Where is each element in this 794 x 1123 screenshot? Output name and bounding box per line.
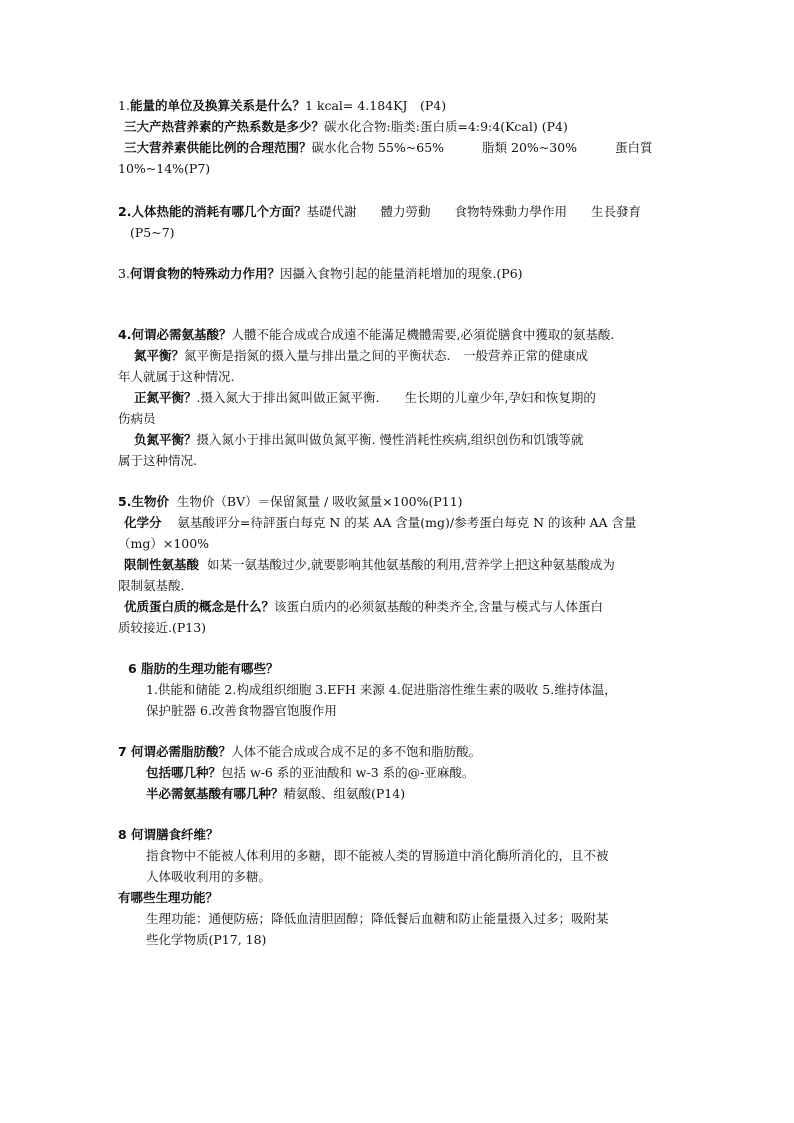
q5-chem-line1	[124, 515, 637, 531]
q1-line3	[124, 140, 653, 156]
q1-num: 1.	[118, 98, 130, 113]
q6-answer-line1: 1.供能和储能 2.构成组织细胞 3.EFH 来源 4.促进脂溶性维生素的吸收 5.维持体温，	[146, 682, 617, 697]
q1-line4: 10%~14%(P7)	[118, 161, 211, 176]
q5-quality-line2: 质较接近.(P13)	[118, 620, 207, 635]
q5-answer: 生物价（BV）＝保留氮量 / 吸收氮量×100%(P11)	[176, 494, 463, 509]
q3-num: 3.	[118, 266, 130, 281]
q8-function-question: 有哪些生理功能？	[118, 890, 219, 905]
limiting-aa-answer: 如某一氨基酸过少,就要影响其他氨基酸的利用,营养学上把这种氨基酸成为	[206, 557, 615, 572]
q4-positive-line2: 伤病员	[118, 411, 156, 426]
q6-answer-line2: 保护脏器 6.改善食物器官饱腹作用	[146, 703, 337, 718]
q1-answer: 1 kcal= 4.184KJ (P4)	[304, 98, 447, 113]
positive-balance-answer: .摄入氮大于排出氮叫做正氮平衡. 生长期的儿童少年,孕妇和恢复期的	[196, 390, 596, 405]
q1c-answer-carb: 碳水化合物 55%~65%	[311, 140, 445, 155]
q4-negative-line1	[134, 432, 583, 448]
q1-question: 能量的单位及换算关系是什么？	[129, 98, 305, 113]
q7-semi-answer: 精氨酸、组氨酸(P14)	[283, 786, 406, 801]
q8-answer-line2: 人体吸收利用的多糖。	[146, 869, 272, 884]
q7-question: 7 何谓必需脂肪酸？	[118, 744, 232, 759]
q1c-answer-protein: 蛋白質	[615, 140, 653, 155]
q2-answer-2: 體力勞動	[380, 204, 431, 219]
nitrogen-balance-answer: 氮平衡是指氮的摄入量与排出量之间的平衡状态. 一般营养正常的健康成	[184, 348, 588, 363]
q5-line1	[118, 494, 463, 510]
q4-line1	[118, 327, 614, 343]
q7-include-answer: 包括 w-6 系的亚油酸和 w-3 系的@-亚麻酸。	[221, 765, 475, 780]
q4-nitrogen-line2: 年人就属于这种情况.	[118, 369, 235, 384]
q7-include-question: 包括哪几种？	[146, 765, 222, 780]
chemical-score-answer: 氨基酸评分=待評蛋白每克 N 的某 AA 含量(mg)/参考蛋白每克 N 的该种 AA 含量	[177, 515, 637, 530]
q2-line2: (P5~7)	[130, 225, 175, 240]
limiting-aa-question: 限制性氨基酸	[124, 557, 200, 572]
q1-line2	[124, 119, 568, 135]
q3-answer: 因攝入食物引起的能量消耗增加的現象.(P6)	[279, 266, 523, 281]
q1b-question: 三大产热营养素的产热系数是多少？	[124, 119, 325, 134]
q1c-question: 三大营养素供能比例的合理范围？	[124, 140, 312, 155]
q1c-answer-fat: 脂類 20%~30%	[482, 140, 578, 155]
q3-question: 何谓食物的特殊动力作用？	[129, 266, 280, 281]
q5-quality-line1	[124, 599, 603, 615]
q8-answer-line1: 指食物中不能被人体利用的多糖，即不能被人类的胃肠道中消化酶所消化的，且不被	[146, 848, 609, 863]
negative-balance-answer: 摄入氮小于排出氮叫做负氮平衡. 慢性消耗性疾病,组织创伤和饥饿等就	[196, 432, 584, 447]
chemical-score-question: 化学分	[124, 515, 162, 530]
q7-include-line	[146, 765, 474, 781]
quality-protein-answer: 该蛋白质内的必须氨基酸的种类齐全,含量与模式与人体蛋白	[274, 599, 603, 614]
quality-protein-question: 优质蛋白质的概念是什么？	[124, 599, 275, 614]
q1b-answer: 碳水化合物:脂类:蛋白质=4:9:4(Kcal) (P4)	[324, 119, 568, 134]
q5-chem-line2: （mg）×100%	[118, 536, 210, 551]
q8-function-line1: 生理功能：通便防癌；降低血清胆固醇；降低餐后血糖和防止能量摄入过多；吸附某	[146, 911, 609, 926]
q5-limit-line2: 限制氨基酸.	[118, 578, 185, 593]
q7-semi-line	[146, 786, 405, 802]
negative-balance-question: 负氮平衡？	[134, 432, 197, 447]
q2-answer-1: 基礎代謝	[306, 204, 357, 219]
q8-function-line2: 些化学物质(P17, 18)	[146, 932, 267, 947]
q2-line1	[118, 204, 641, 220]
q4-negative-line2: 属于这种情况.	[118, 453, 197, 468]
q1-line1	[118, 98, 446, 114]
q7-line1	[118, 744, 481, 760]
q5-question: 5.生物价	[118, 494, 169, 509]
q3-line1	[118, 266, 523, 282]
positive-balance-question: 正氮平衡？	[134, 390, 197, 405]
q8-question: 8 何谓膳食纤维？	[118, 827, 219, 842]
q7-answer: 人体不能合成或合成不足的多不饱和脂肪酸。	[231, 744, 482, 759]
q4-nitrogen-line1	[134, 348, 588, 364]
q4-question: 4.何谓必需氨基酸？	[118, 327, 232, 342]
q4-answer: 人體不能合成或合成遠不能滿足機體需要,必須從膳食中獲取的氨基酸.	[231, 327, 615, 342]
q7-semi-question: 半必需氨基酸有哪几种？	[146, 786, 284, 801]
q2-answer-4: 生長發育	[591, 204, 642, 219]
q2-question: 2.人体热能的消耗有哪几个方面？	[118, 204, 307, 219]
q2-answer-3: 食物特殊動力學作用	[454, 204, 567, 219]
nitrogen-balance-question: 氮平衡？	[134, 348, 185, 363]
q6-question: 6 脂肪的生理功能有哪些？	[128, 661, 279, 676]
q4-positive-line1	[134, 390, 596, 406]
q5-limit-line1	[124, 557, 615, 573]
